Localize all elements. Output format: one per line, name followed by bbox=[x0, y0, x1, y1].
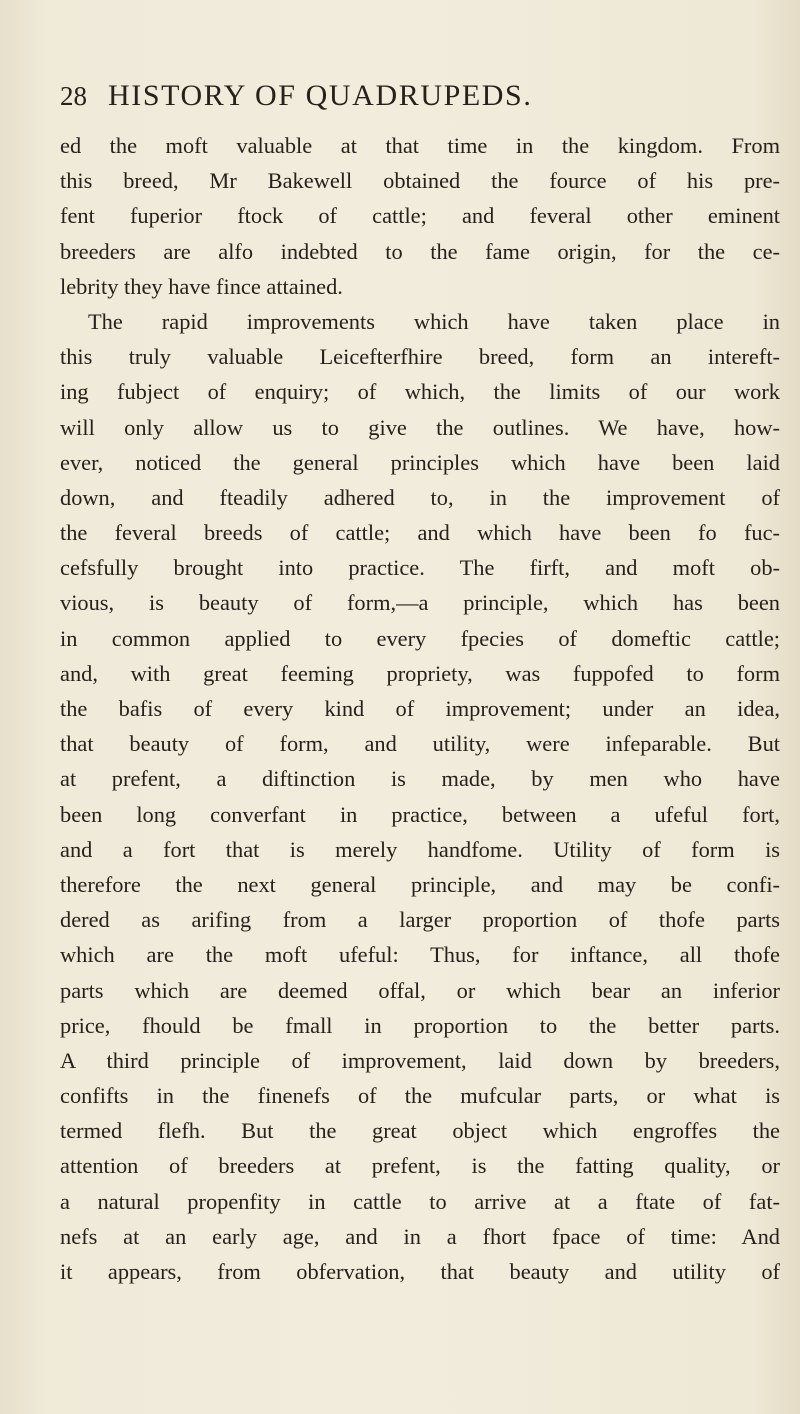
text-line: this breed, Mr Bakewell obtained the fource of his pre- bbox=[60, 168, 780, 194]
text-line: been long converfant in practice, between a ufeful fort, bbox=[60, 801, 780, 827]
text-line: which are the moft ufeful: Thus, for inftance, all thofe bbox=[60, 942, 780, 968]
text-line: nefs at an early age, and in a fhort fpace of time: And bbox=[60, 1223, 780, 1249]
text-line: The rapid improvements which have taken place in bbox=[88, 308, 780, 334]
text-line: down, and fteadily adhered to, in the improvement of bbox=[60, 484, 780, 510]
running-title: HISTORY OF QUADRUPEDS. bbox=[108, 79, 533, 112]
text-line: termed flefh. But the great object which engroffes the bbox=[60, 1118, 780, 1144]
body-text bbox=[60, 128, 780, 1289]
text-line: ed the moft valuable at that time in the kingdom. From bbox=[60, 133, 780, 158]
text-line: and, with great feeming propriety, was fuppofed to form bbox=[60, 660, 780, 686]
text-line: dered as arifing from a larger proportion of thofe parts bbox=[60, 907, 780, 933]
text-line: the feveral breeds of cattle; and which have been fo fuc- bbox=[60, 520, 780, 546]
text-line: cefsfully brought into practice. The firft, and moft ob- bbox=[60, 555, 780, 581]
text-line: it appears, from obfervation, that beauty and utility of bbox=[60, 1259, 780, 1284]
text-line: attention of breeders at prefent, is the fatting quality, or bbox=[60, 1153, 780, 1179]
text-line: therefore the next general principle, and may be confi- bbox=[60, 871, 780, 897]
text-line: ever, noticed the general principles which have been laid bbox=[60, 449, 780, 475]
text-line: A third principle of improvement, laid down by breeders, bbox=[60, 1047, 780, 1073]
page-number: 28 bbox=[60, 81, 87, 111]
text-line: vious, is beauty of form,—a principle, which has been bbox=[60, 590, 780, 616]
text-line: will only allow us to give the outlines. We have, how- bbox=[60, 414, 780, 440]
text-line: a natural propenfity in cattle to arrive at a ftate of fat- bbox=[60, 1188, 780, 1214]
running-head bbox=[60, 72, 772, 120]
text-line: the bafis of every kind of improvement; under an idea, bbox=[60, 696, 780, 721]
text-line: fent fuperior ftock of cattle; and feveral other eminent bbox=[60, 203, 780, 229]
text-line: at prefent, a diftinction is made, by men who have bbox=[60, 766, 780, 792]
text-line: ing fubject of enquiry; of which, the limits of our work bbox=[60, 379, 780, 405]
text-line: price, fhould be fmall in proportion to the better parts. bbox=[60, 1012, 780, 1038]
text-line: that beauty of form, and utility, were infeparable. But bbox=[60, 731, 780, 757]
text-line: lebrity they have fince attained. bbox=[60, 273, 343, 299]
text-line: this truly valuable Leicefterfhire breed, form an intereft- bbox=[60, 344, 780, 370]
text-line: in common applied to every fpecies of domeftic cattle; bbox=[60, 625, 780, 651]
text-line: parts which are deemed offal, or which bear an inferior bbox=[60, 977, 780, 1003]
text-line: confifts in the finenefs of the mufcular parts, or what is bbox=[60, 1083, 780, 1109]
text-line: and a fort that is merely handfome. Utility of form is bbox=[60, 836, 780, 862]
text-line: breeders are alfo indebted to the fame origin, for the ce- bbox=[60, 238, 780, 264]
